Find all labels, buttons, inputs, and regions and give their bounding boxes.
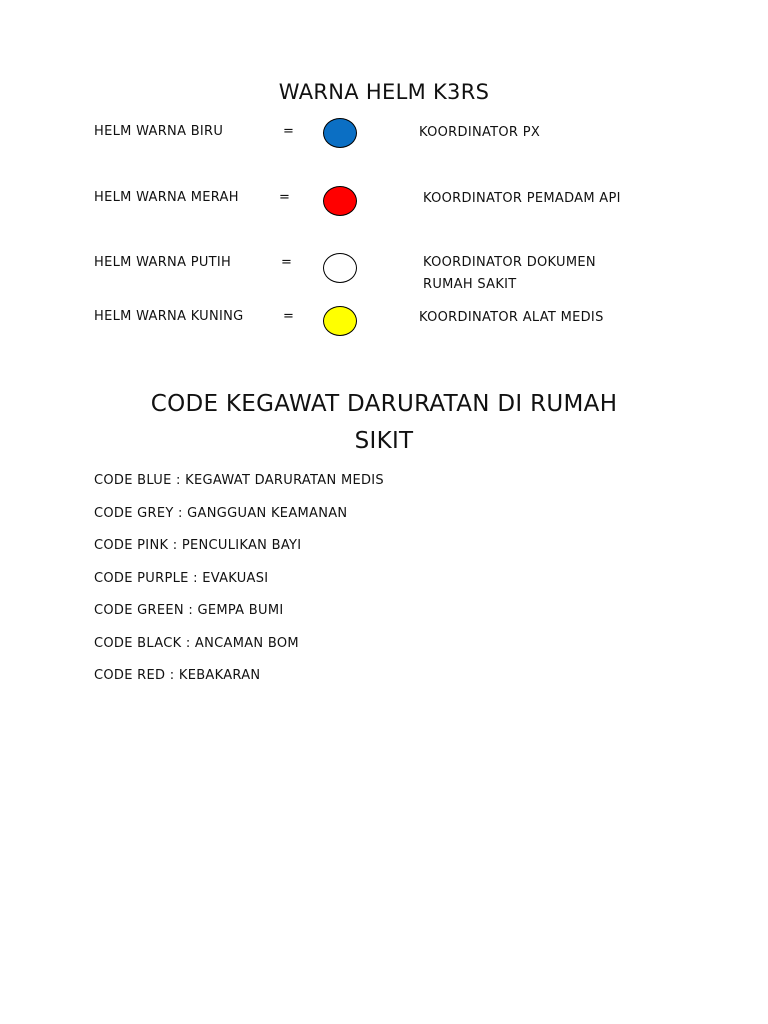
helm-row-kuning	[0, 304, 768, 344]
code-item: CODE PURPLE : EVAKUASI	[94, 570, 269, 586]
helm-row-putih	[0, 252, 768, 292]
helm-description: KOORDINATOR ALAT MEDIS	[419, 310, 604, 325]
code-item: CODE GREY : GANGGUAN KEAMANAN	[94, 505, 348, 521]
equals-sign: =	[281, 255, 292, 270]
page-title: WARNA HELM K3RS	[278, 80, 490, 104]
section-title-line-2: SIKIT	[354, 428, 414, 454]
helm-color-swatch-blue	[323, 118, 357, 148]
equals-sign: =	[283, 309, 294, 324]
helm-color-swatch-yellow	[323, 306, 357, 336]
emergency-code-list	[94, 472, 384, 700]
section-title-line-1: CODE KEGAWAT DARURATAN DI RUMAH	[150, 391, 618, 417]
helm-label: HELM WARNA BIRU	[94, 124, 224, 139]
code-item: CODE BLACK : ANCAMAN BOM	[94, 635, 299, 651]
helm-label: HELM WARNA PUTIH	[94, 255, 232, 270]
helm-row-biru	[0, 118, 768, 158]
helm-description: KOORDINATOR DOKUMEN RUMAH SAKIT	[423, 255, 596, 292]
helm-row-merah	[0, 185, 768, 225]
helm-label: HELM WARNA KUNING	[94, 309, 244, 324]
helm-color-swatch-white	[323, 253, 357, 283]
code-item: CODE BLUE : KEGAWAT DARURATAN MEDIS	[94, 473, 384, 488]
helm-description: KOORDINATOR PX	[419, 125, 541, 140]
equals-sign: =	[283, 124, 294, 139]
helm-label: HELM WARNA MERAH	[94, 190, 239, 205]
equals-sign: =	[279, 190, 290, 205]
code-item: CODE RED : KEBAKARAN	[94, 668, 261, 683]
section-title	[0, 386, 768, 460]
code-item: CODE PINK : PENCULIKAN BAYI	[94, 538, 302, 553]
code-item: CODE GREEN : GEMPA BUMI	[94, 603, 284, 618]
helm-description: KOORDINATOR PEMADAM API	[423, 191, 621, 206]
helm-color-swatch-red	[323, 186, 357, 216]
